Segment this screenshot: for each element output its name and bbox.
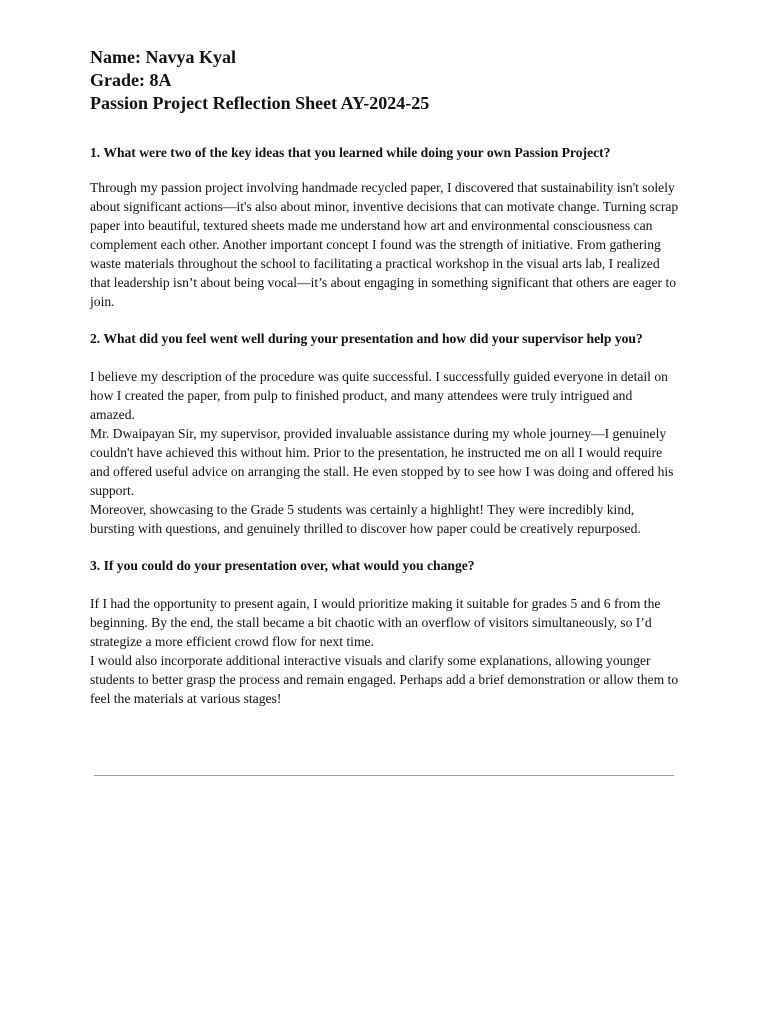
- answer-1: [90, 178, 680, 311]
- question-1: 1. What were two of the key ideas that you learned while doing your own Passion Project?: [90, 145, 611, 160]
- question-2: 2. What did you feel went well during your presentation and how did your supervisor help you?: [90, 331, 643, 346]
- answer-paragraph: Moreover, showcasing to the Grade 5 students was certainly a highlight! They were incredibly kind, bursting with questions, and genuinely thrilled to discover how paper could be creatively repurposed.: [90, 502, 641, 536]
- student-grade: Grade: 8A: [90, 70, 172, 90]
- student-name: Name: Navya Kyal: [90, 47, 236, 67]
- answer-paragraph: I believe my description of the procedure was quite successful. I successfully guided everyone in detail on how I created the paper, from pulp to finished product, and many attendees were truly intrigued and amazed.: [90, 369, 668, 422]
- question-3: 3. If you could do your presentation over, what would you change?: [90, 558, 475, 573]
- answer-paragraph: I would also incorporate additional interactive visuals and clarify some explanations, allowing younger students to better grasp the process and remain engaged. Perhaps add a brief demonstration or allow them to feel the materials at various stages!: [90, 653, 679, 706]
- answer-3: [90, 594, 680, 708]
- document-page: [90, 46, 680, 708]
- answer-2: [90, 367, 680, 538]
- answer-paragraph: Through my passion project involving handmade recycled paper, I discovered that sustainability isn't solely about significant actions—it's also about minor, inventive decisions that can motivate change. Turning scrap paper into beautiful, textured sheets made me understand how art and environmental consciousness can complement each other. Another important concept I found was the strength of initiative. From gathering waste materials throughout the school to facilitating a practical workshop in the visual arts lab, I realized that leadership isn’t about being vocal—it’s about engaging in something significant that others are eager to join.: [90, 180, 679, 309]
- answer-paragraph: If I had the opportunity to present again, I would prioritize making it suitable for grades 5 and 6 from the beginning. By the end, the stall became a bit chaotic with an overflow of visitors simultaneously, so I’d strategize a more efficient crowd flow for next time.: [90, 596, 661, 649]
- document-header: [90, 46, 680, 115]
- document-title: Passion Project Reflection Sheet AY-2024-25: [90, 93, 430, 113]
- horizontal-divider: [94, 775, 674, 776]
- answer-paragraph: Mr. Dwaipayan Sir, my supervisor, provided invaluable assistance during my whole journey—I genuinely couldn't have achieved this without him. Prior to the presentation, he instructed me on all I would require and offered useful advice on arranging the stall. He even stopped by to see how I was doing and offered his support.: [90, 426, 674, 498]
